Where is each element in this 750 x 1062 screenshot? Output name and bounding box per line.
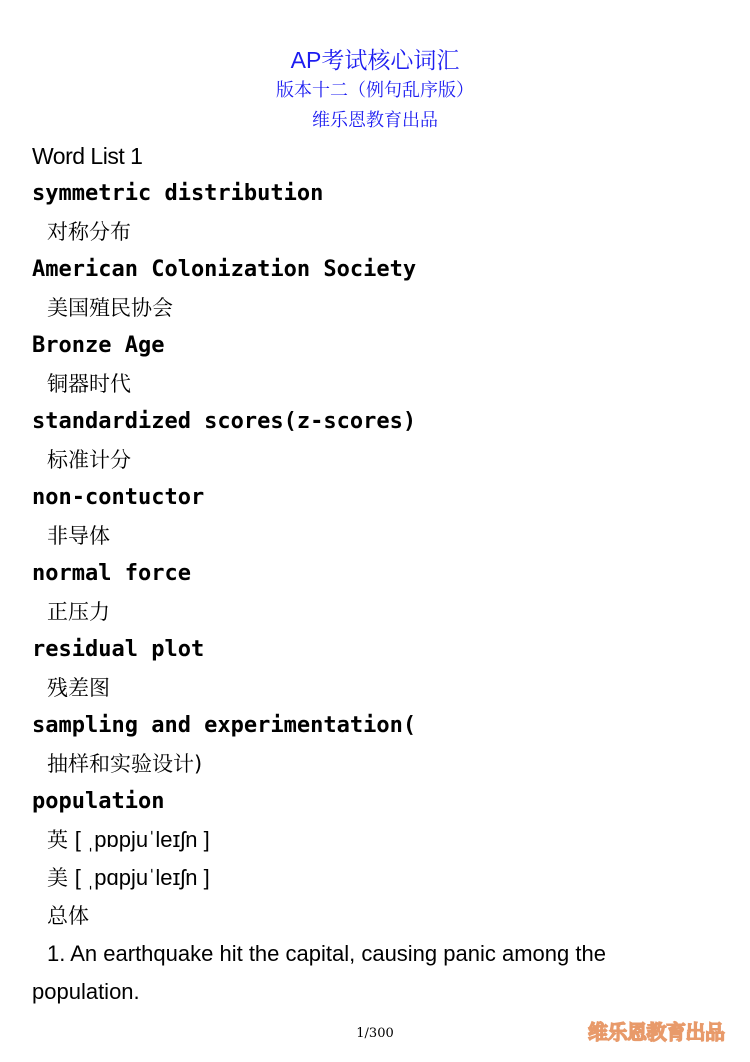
vocab-meaning: 美国殖民协会 (47, 296, 173, 320)
word-list-heading: Word List 1 (32, 143, 143, 169)
vocab-meaning: 对称分布 (47, 220, 131, 244)
vocab-entry-population (32, 783, 722, 1011)
example-sentence-line-2: population. (32, 979, 140, 1004)
vocab-meaning: 标准计分 (47, 448, 131, 472)
uk-phonetic: [ ˌpɒpjuˈleɪʃn ] (74, 827, 210, 852)
publisher-line: 维乐恩教育出品 (312, 110, 438, 131)
vocab-term: residual plot (32, 637, 205, 662)
version-subtitle: 版本十二（例句乱序版） (276, 80, 474, 101)
vocab-entry (32, 631, 722, 707)
vocabulary-list (32, 175, 722, 1011)
vocab-entry (32, 555, 722, 631)
us-phonetic: [ ˌpɑpjuˈleɪʃn ] (74, 865, 210, 890)
uk-pronunciation (32, 821, 722, 859)
vocab-entry (32, 327, 722, 403)
vocab-term: population (32, 789, 165, 814)
vocab-meaning: 非导体 (47, 524, 110, 548)
document-header (0, 44, 750, 136)
vocab-term: sampling and experimentation( (32, 713, 417, 738)
document-title: AP考试核心词汇 (290, 47, 460, 73)
vocab-meaning: 总体 (47, 904, 89, 928)
vocab-term: Bronze Age (32, 333, 165, 358)
vocab-entry (32, 251, 722, 327)
vocab-entry (32, 479, 722, 555)
publisher-watermark: 维乐恩教育出品 (588, 1020, 725, 1044)
vocab-term: American Colonization Society (32, 257, 417, 282)
vocab-term: symmetric distribution (32, 181, 324, 206)
vocab-meaning: 正压力 (47, 600, 110, 624)
uk-label: 英 (47, 828, 68, 852)
vocab-term: non-contuctor (32, 485, 205, 510)
vocab-entry (32, 175, 722, 251)
example-sentence-line-1: 1. An earthquake hit the capital, causing panic among the (47, 941, 606, 966)
us-label: 美 (47, 866, 68, 890)
vocab-entry (32, 403, 722, 479)
vocab-meaning: 铜器时代 (47, 372, 131, 396)
vocab-meaning: 残差图 (47, 676, 110, 700)
page-number: 1/300 (356, 1026, 394, 1041)
vocab-term: standardized scores(z-scores) (32, 409, 417, 434)
vocab-meaning: 抽样和实验设计) (47, 752, 203, 776)
vocab-term: normal force (32, 561, 191, 586)
us-pronunciation (32, 859, 722, 897)
vocab-entry (32, 707, 722, 783)
